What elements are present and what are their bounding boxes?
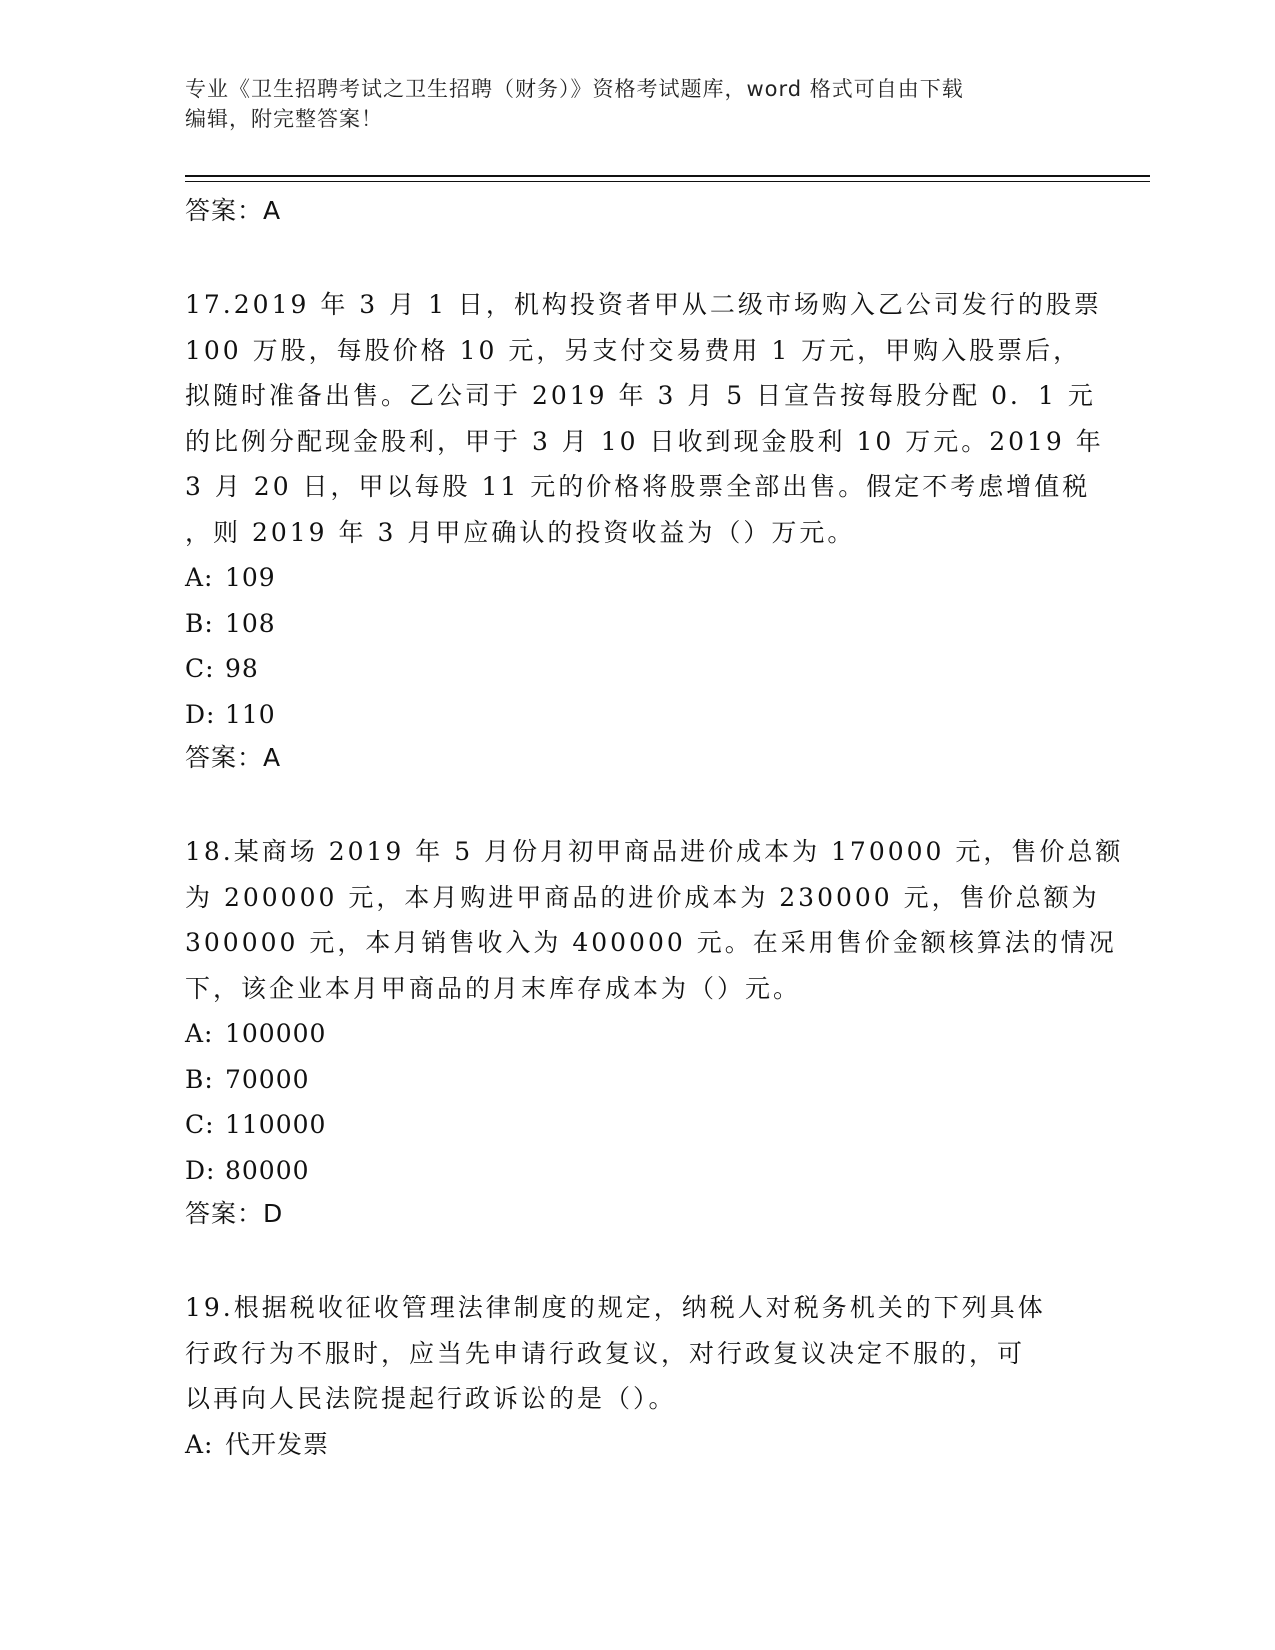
option-a	[185, 555, 1085, 601]
option-key: B:	[185, 1064, 214, 1094]
stem-line: 的比例分配现金股利，甲于 3 月 10 日收到现金股利 10 万元。2019 年	[185, 426, 1104, 456]
option-text: 108	[225, 608, 276, 638]
page-header	[185, 74, 1065, 134]
question-stem	[185, 1285, 1085, 1422]
stem-line: 17.2019 年 3 月 1 日，机构投资者甲从二级市场购入乙公司发行的股票	[185, 290, 1102, 319]
option-key: D:	[185, 699, 216, 729]
option-b	[185, 601, 1085, 647]
question-17	[185, 282, 1104, 779]
stem-line: 拟随时准备出售。乙公司于 2019 年 3 月 5 日宣告按每股分配 0．1 元	[185, 381, 1096, 410]
option-d	[185, 692, 1085, 738]
option-key: D:	[185, 1155, 216, 1185]
option-text: 109	[225, 563, 276, 592]
option-c	[185, 646, 1085, 692]
option-text: 98	[225, 654, 259, 683]
option-b	[185, 1057, 1085, 1103]
spacer	[185, 232, 1085, 282]
option-c	[185, 1102, 1085, 1148]
option-a	[185, 1011, 1085, 1057]
stem-line: 19.根据税收征收管理法律制度的规定，纳税人对税务机关的下列具体	[185, 1293, 1046, 1322]
spacer	[185, 1235, 1085, 1285]
option-text: 100000	[225, 1019, 327, 1048]
question-list	[185, 190, 1124, 1467]
option-key: C:	[185, 1110, 215, 1139]
header-rule-secondary	[185, 181, 1150, 182]
option-d	[185, 1148, 1085, 1194]
stem-line: ，则 2019 年 3 月甲应确认的投资收益为（）万元。	[185, 517, 856, 547]
answer-line: 答案：A	[185, 743, 282, 772]
option-key: B:	[185, 608, 214, 638]
option-key: C:	[185, 654, 215, 683]
stem-line: 以再向人民法院提起行政诉讼的是（）。	[185, 1384, 677, 1413]
option-text: 110000	[225, 1110, 327, 1139]
header-line-2: 编辑，附完整答案！	[185, 107, 383, 131]
option-a	[185, 1422, 1085, 1468]
question-19	[185, 1285, 1085, 1467]
option-key: A:	[185, 563, 214, 592]
answer-line: 答案：D	[185, 1199, 284, 1228]
stem-line: 下，该企业本月甲商品的月末库存成本为（）元。	[185, 973, 802, 1003]
stem-line: 300000 元，本月销售收入为 400000 元。在采用售价金额核算法的情况	[185, 928, 1117, 957]
stem-line: 为 200000 元，本月购进甲商品的进价成本为 230000 元，售价总额为	[185, 882, 1100, 912]
stem-line: 3 月 20 日，甲以每股 11 元的价格将股票全部出售。假定不考虑增值税	[185, 472, 1091, 501]
option-key: A:	[185, 1429, 214, 1459]
header-line-1: 专业《卫生招聘考试之卫生招聘（财务）》资格考试题库，word 格式可自由下载	[185, 77, 964, 101]
question-stem	[185, 282, 1104, 555]
option-text: 70000	[225, 1064, 310, 1094]
stem-line: 行政行为不服时，应当先申请行政复议，对行政复议决定不服的，可	[185, 1338, 1026, 1368]
stem-line: 18.某商场 2019 年 5 月份月初甲商品进价成本为 170000 元，售价总额	[185, 837, 1124, 866]
option-text: 80000	[225, 1155, 310, 1185]
stem-line: 100 万股，每股价格 10 元，另支付交易费用 1 万元，甲购入股票后，	[185, 335, 1082, 365]
header-rule	[185, 175, 1150, 177]
question-stem	[185, 829, 1124, 1011]
question-18	[185, 829, 1124, 1235]
option-key: A:	[185, 1019, 214, 1048]
answer-line: 答案：A	[185, 196, 282, 225]
option-text: 110	[225, 699, 276, 729]
option-text: 代开发票	[225, 1429, 330, 1459]
spacer	[185, 779, 1085, 829]
